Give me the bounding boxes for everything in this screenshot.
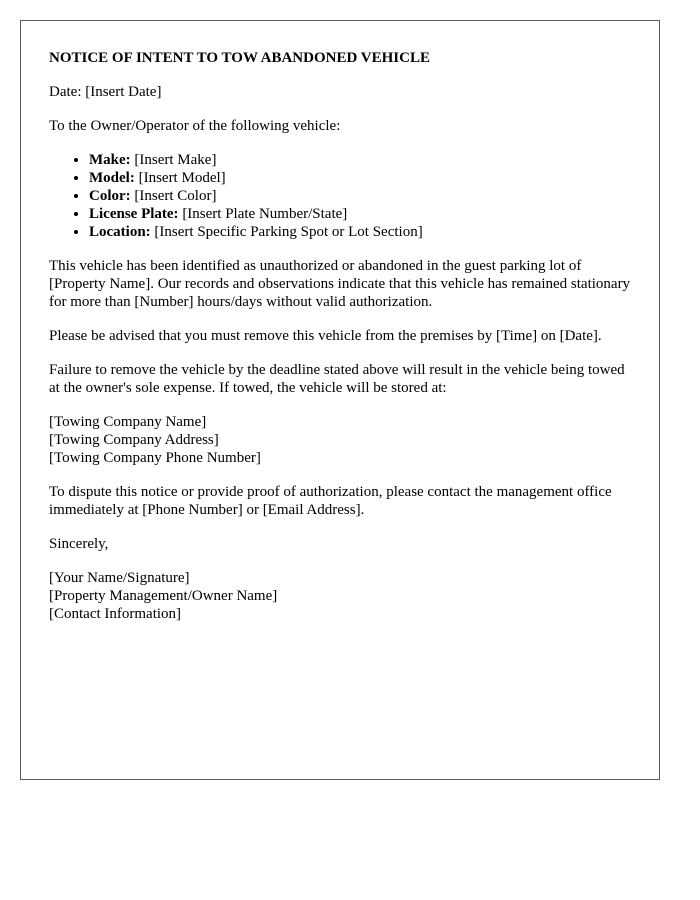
signature-block bbox=[49, 569, 631, 623]
detail-value: [Insert Model] bbox=[134, 170, 226, 186]
vehicle-detail-model bbox=[89, 169, 631, 187]
notice-page bbox=[20, 20, 660, 780]
salutation: To the Owner/Operator of the following vehicle: bbox=[49, 118, 341, 134]
date-line: Date: [Insert Date] bbox=[49, 84, 162, 100]
detail-value: [Insert Plate Number/State] bbox=[178, 206, 348, 222]
detail-label: License Plate: bbox=[89, 206, 179, 222]
closing: Sincerely, bbox=[49, 536, 109, 552]
paragraph-identified: This vehicle has been identified as unauthorized or abandoned in the guest parking lot of [Property Name]. Our records and observations indicate that this vehicle has remained stationary for more than [Number] hours/days without valid authorization. bbox=[49, 258, 631, 310]
paragraph-failure: Failure to remove the vehicle by the deadline stated above will result in the vehicle being towed at the owner's sole expense. If towed, the vehicle will be stored at: bbox=[49, 362, 625, 396]
vehicle-detail-license-plate bbox=[89, 205, 631, 223]
detail-value: [Insert Make] bbox=[130, 152, 217, 168]
paragraph-dispute: To dispute this notice or provide proof of authorization, please contact the management office immediately at [Phone Number] or [Email Address]. bbox=[49, 484, 612, 518]
towing-company-phone: [Towing Company Phone Number] bbox=[49, 450, 261, 466]
detail-label: Make: bbox=[89, 152, 131, 168]
detail-value: [Insert Color] bbox=[130, 188, 217, 204]
detail-value: [Insert Specific Parking Spot or Lot Section] bbox=[150, 224, 423, 240]
paragraph-remove: Please be advised that you must remove this vehicle from the premises by [Time] on [Date]. bbox=[49, 328, 602, 344]
vehicle-details-list bbox=[49, 151, 631, 241]
detail-label: Model: bbox=[89, 170, 135, 186]
notice-title: NOTICE OF INTENT TO TOW ABANDONED VEHICLE bbox=[49, 50, 430, 66]
signature-name: [Your Name/Signature] bbox=[49, 570, 190, 586]
signature-owner: [Property Management/Owner Name] bbox=[49, 588, 278, 604]
signature-contact: [Contact Information] bbox=[49, 606, 182, 622]
vehicle-detail-location bbox=[89, 223, 631, 241]
detail-label: Location: bbox=[89, 224, 151, 240]
towing-company-address: [Towing Company Address] bbox=[49, 432, 219, 448]
vehicle-detail-color bbox=[89, 187, 631, 205]
vehicle-detail-make bbox=[89, 151, 631, 169]
towing-info-block bbox=[49, 413, 631, 467]
detail-label: Color: bbox=[89, 188, 131, 204]
towing-company-name: [Towing Company Name] bbox=[49, 414, 207, 430]
